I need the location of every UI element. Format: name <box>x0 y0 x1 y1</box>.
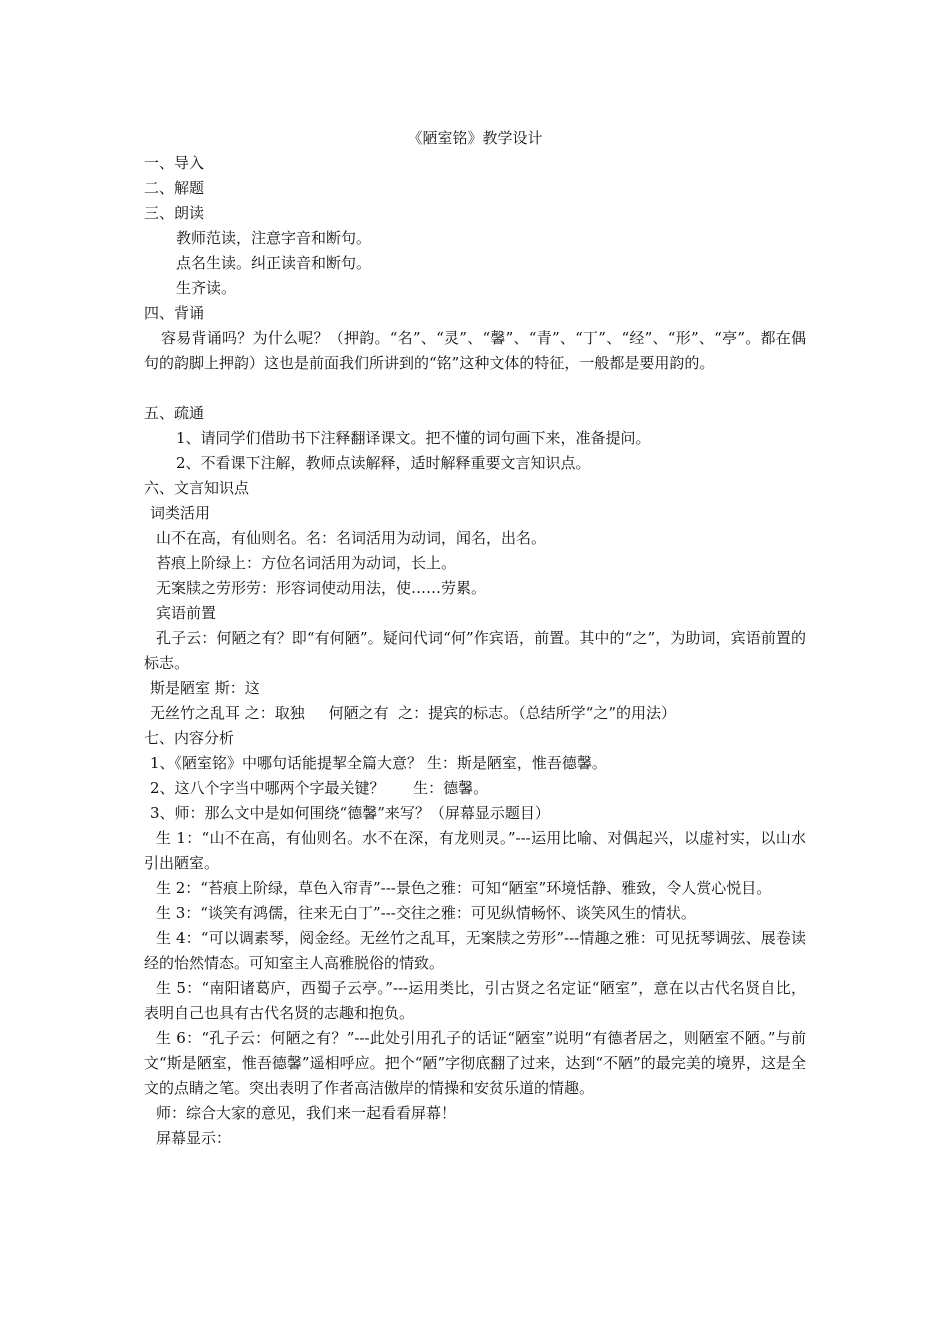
comprehend-step-2: 2、不看课下注解，教师点读解释，适时解释重要文言知识点。 <box>176 454 591 472</box>
blank-line <box>144 376 806 401</box>
analysis-answer: 生 3：“谈笑有鸿儒，往来无白丁”---交往之雅：可见纵情畅怀、谈笑风生的情状。 <box>156 904 696 922</box>
comprehend-step-1: 1、请同学们借助书下注释翻译课文。把不懂的词句画下来，准备提问。 <box>176 429 651 447</box>
document-page <box>144 126 806 1151</box>
section-heading-title-explain: 二、解题 <box>144 179 205 197</box>
section-heading-comprehend: 五、疏通 <box>144 404 205 422</box>
section-heading-recite: 四、背诵 <box>144 304 205 322</box>
analysis-question-2: 2、这八个字当中哪两个字最关键？ 生：德馨。 <box>150 779 489 797</box>
knowledge-subheading-word-class: 词类活用 <box>150 504 211 522</box>
knowledge-item: 无案牍之劳形劳：形容词使动用法，使……劳累。 <box>156 579 487 597</box>
section-heading-analysis: 七、内容分析 <box>144 729 235 747</box>
screen-display-label: 屏幕显示： <box>156 1129 232 1147</box>
reading-step-all: 生齐读。 <box>176 279 237 297</box>
teacher-remark: 师：综合大家的意见，我们来一起看看屏幕！ <box>156 1104 457 1122</box>
section-heading-reading: 三、朗读 <box>144 204 205 222</box>
knowledge-item: 斯是陋室 斯：这 <box>150 679 260 697</box>
recite-paragraph: 容易背诵吗？为什么呢？（押韵。“名”、“灵”、“馨”、“青”、“丁”、“经”、“形”、“亭”。都在偶句的韵脚上押韵）这也是前面我们所讲到的“铭”这种文体的特征，一般都是要用韵的。 <box>144 329 806 372</box>
section-heading-knowledge: 六、文言知识点 <box>144 479 250 497</box>
knowledge-item: 无丝竹之乱耳 之：取独 何陋之有 之：提宾的标志。（总结所学“之”的用法） <box>150 704 676 722</box>
knowledge-item: 苔痕上阶绿上：方位名词活用为动词，长上。 <box>156 554 457 572</box>
analysis-answer: 生 2：“苔痕上阶绿，草色入帘青”---景色之雅：可知“陋室”环境恬静、雅致，令人赏心悦目。 <box>156 879 772 897</box>
analysis-answer: 生 1：“山不在高，有仙则名。水不在深，有龙则灵。”---运用比喻、对偶起兴，以虚衬实，以山水引出陋室。 <box>144 829 806 872</box>
analysis-answer: 生 4：“可以调素琴，阅金经。无丝竹之乱耳，无案牍之劳形”---情趣之雅：可见抚琴调弦、展卷读经的怡然情态。可知室主人高雅脱俗的情致。 <box>144 929 806 972</box>
analysis-question-1: 1、《陋室铭》中哪句话能提挈全篇大意？ 生：斯是陋室，惟吾德馨。 <box>150 754 607 772</box>
analysis-answer: 生 6：“孔子云：何陋之有？”---此处引用孔子的话证“陋室”说明“有德者居之，则陋室不陋。”与前文“斯是陋室，惟吾德馨”遥相呼应。把个“陋”字彻底翻了过来，达到“不陋”的最完美的境界，这是全文的点睛之笔。突出表明了作者高洁傲岸的情操和安贫乐道的情趣。 <box>144 1029 806 1097</box>
analysis-question-3: 3、师：那么文中是如何围绕“德馨”来写？（屏幕显示题目） <box>150 804 550 822</box>
analysis-answer: 生 5：“南阳诸葛庐，西蜀子云亭。”---运用类比，引古贤之名定证“陋室”，意在以古代名贤自比，表明自己也具有古代名贤的志趣和抱负。 <box>144 979 806 1022</box>
knowledge-paragraph: 孔子云：何陋之有？即“有何陋”。疑问代词“何”作宾语，前置。其中的“之”，为助词，宾语前置的标志。 <box>144 629 806 672</box>
reading-step-student: 点名生读。纠正读音和断句。 <box>176 254 372 272</box>
reading-step-teacher: 教师范读，注意字音和断句。 <box>176 229 372 247</box>
knowledge-item: 山不在高，有仙则名。名：名词活用为动词，闻名，出名。 <box>156 529 547 547</box>
section-heading-intro: 一、导入 <box>144 154 205 172</box>
knowledge-subheading-object-fronting: 宾语前置 <box>156 604 217 622</box>
document-title: 《陋室铭》教学设计 <box>407 129 543 147</box>
